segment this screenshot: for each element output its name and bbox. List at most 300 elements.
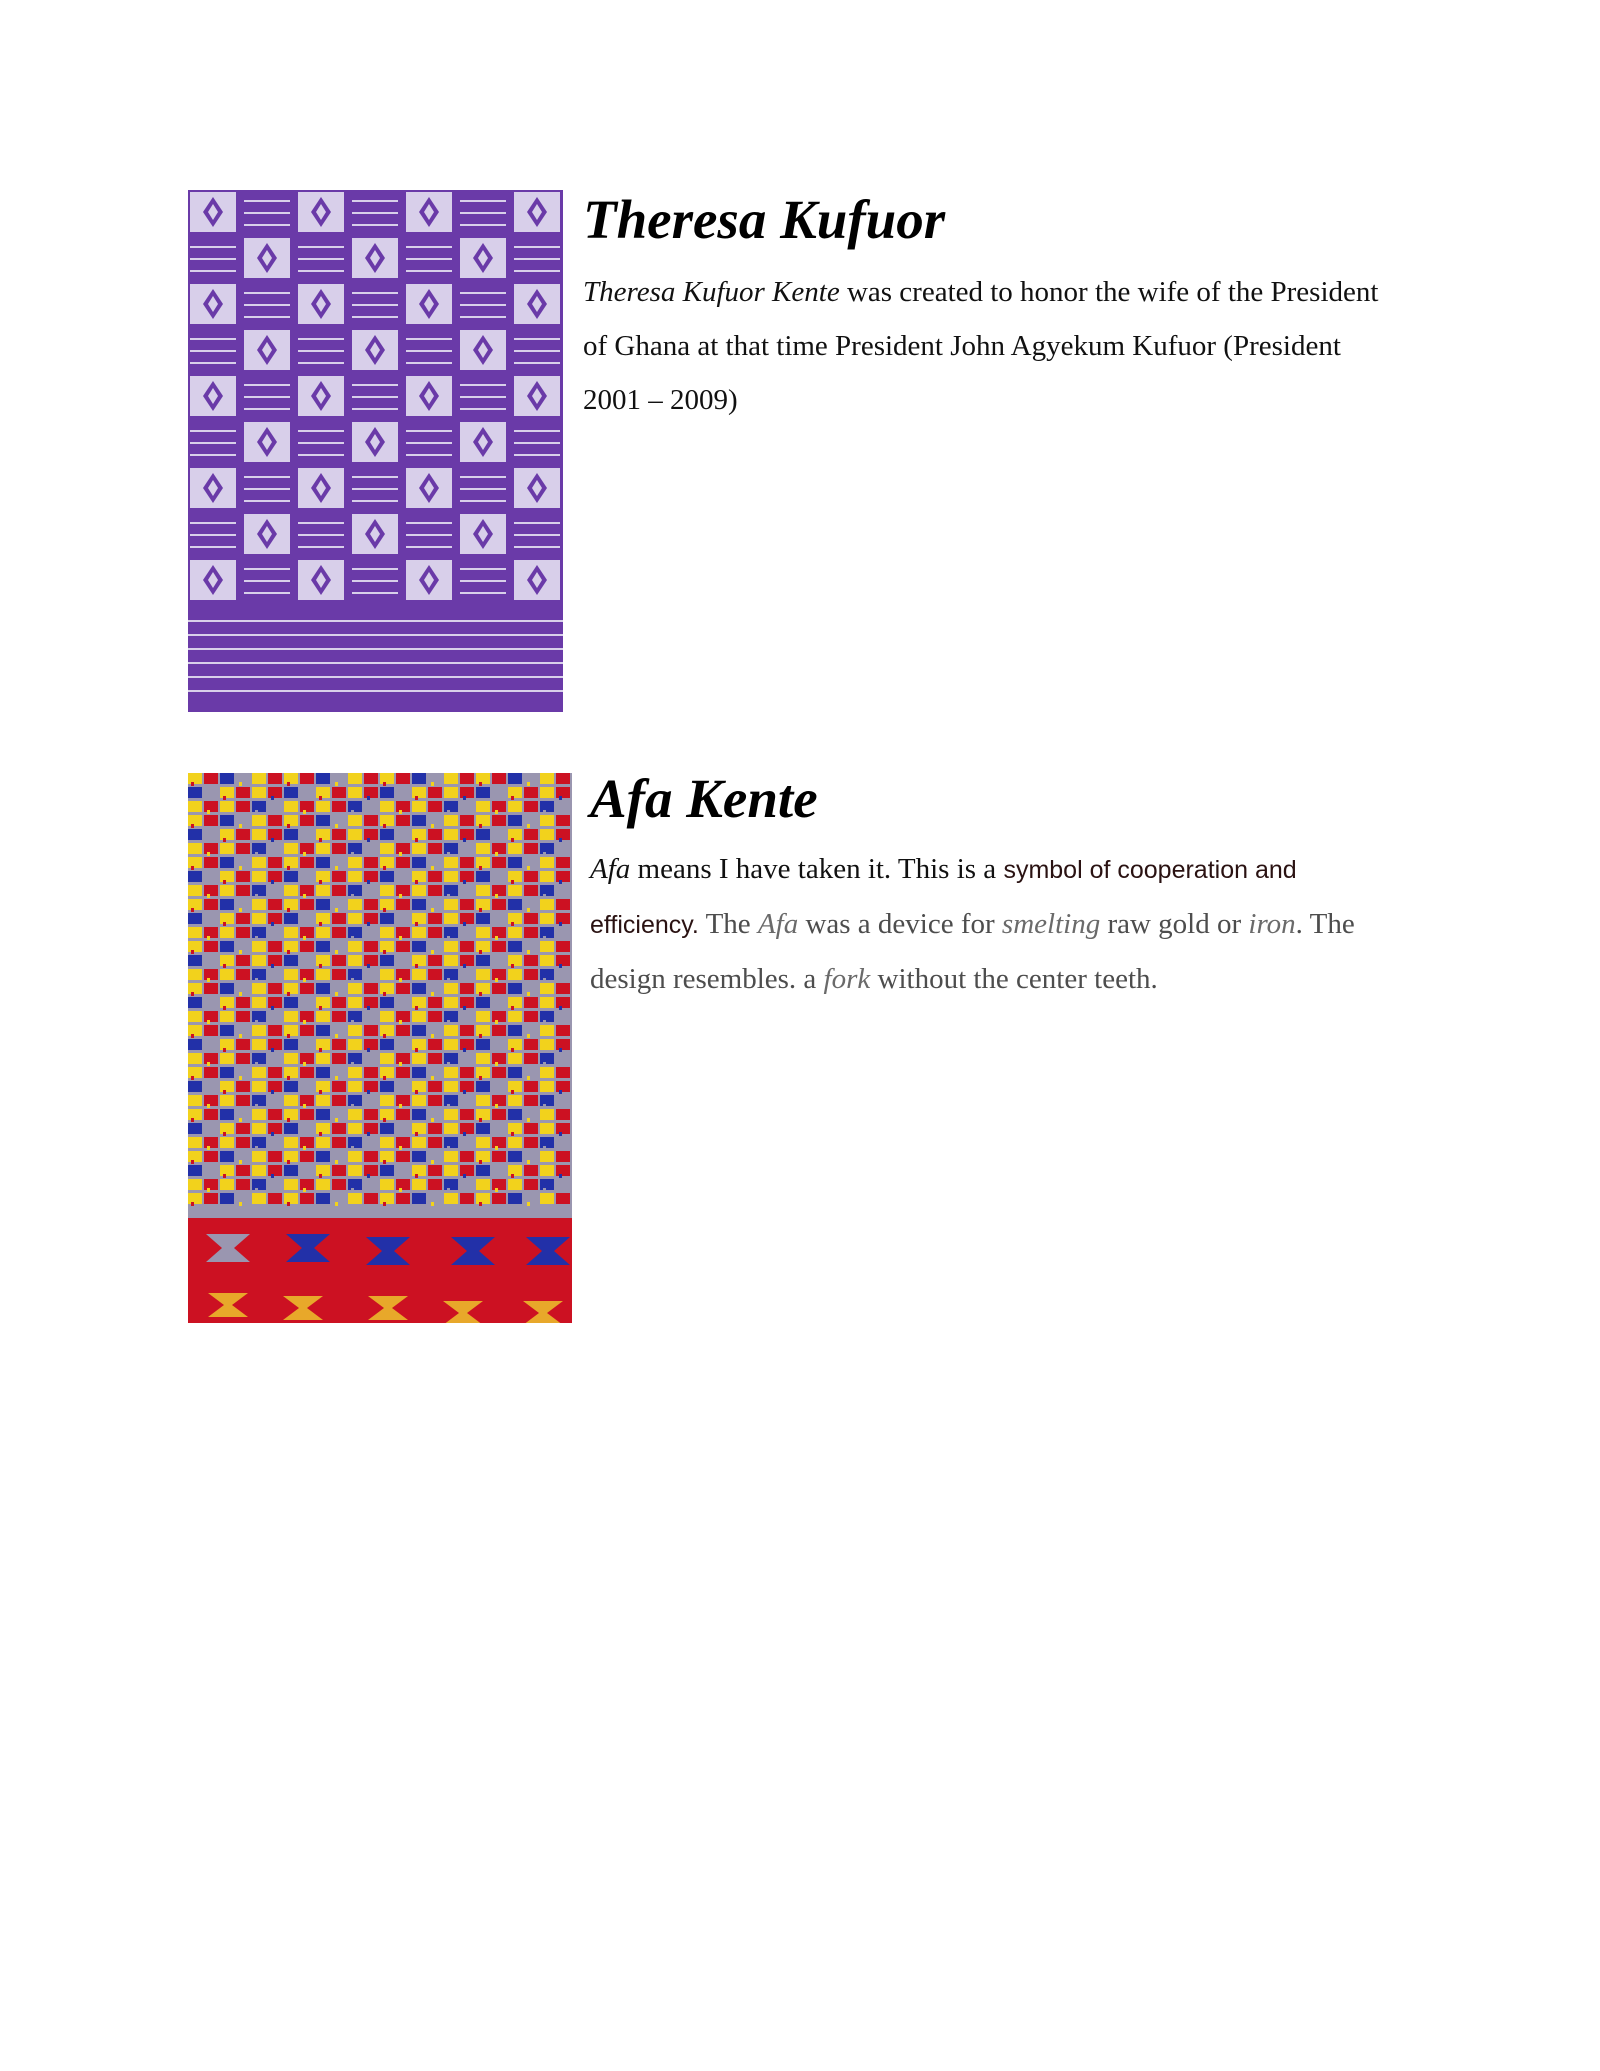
woven-block	[268, 829, 282, 840]
woven-block	[428, 1137, 442, 1148]
woven-block	[396, 913, 410, 924]
woven-block	[540, 899, 554, 910]
fork-tooth	[319, 1174, 322, 1178]
woven-block	[364, 1165, 378, 1176]
woven-block	[412, 829, 426, 840]
fork-tooth	[399, 1146, 402, 1150]
woven-block	[252, 913, 266, 924]
fork-tooth	[511, 880, 514, 884]
woven-block	[428, 1053, 442, 1064]
weft-stripe	[514, 350, 560, 352]
woven-block	[476, 983, 490, 994]
woven-block	[220, 1011, 234, 1022]
fork-tooth	[255, 1146, 258, 1150]
woven-block	[412, 913, 426, 924]
weft-stripe	[406, 430, 452, 432]
fork-tooth	[511, 1048, 514, 1052]
woven-block	[476, 1123, 490, 1134]
weft-stripe	[244, 500, 290, 502]
fork-tooth	[399, 1104, 402, 1108]
fork-tooth	[527, 782, 530, 786]
woven-block	[268, 1123, 282, 1134]
woven-block	[300, 843, 314, 854]
woven-block	[460, 1039, 474, 1050]
woven-block	[364, 773, 378, 784]
woven-block	[556, 885, 570, 896]
afa-em: Afa	[590, 853, 631, 885]
woven-block	[188, 815, 202, 826]
woven-block	[236, 1137, 250, 1148]
woven-block	[300, 997, 314, 1008]
woven-block	[428, 1109, 442, 1120]
woven-block	[252, 815, 266, 826]
woven-block	[540, 871, 554, 882]
fork-tooth	[239, 1034, 242, 1038]
woven-block	[220, 871, 234, 882]
woven-block	[284, 899, 298, 910]
woven-block	[492, 857, 506, 868]
woven-block	[220, 773, 234, 784]
woven-block	[428, 927, 442, 938]
woven-block	[396, 1193, 410, 1204]
woven-block	[556, 1193, 570, 1204]
woven-block	[444, 1137, 458, 1148]
theresa-kufuor-title: Theresa Kufuor	[583, 189, 946, 250]
border-stripe	[188, 676, 563, 678]
weft-stripe	[190, 522, 236, 524]
woven-block	[476, 913, 490, 924]
woven-block	[380, 1053, 394, 1064]
woven-block	[204, 829, 218, 840]
woven-block	[444, 913, 458, 924]
woven-block	[492, 1095, 506, 1106]
woven-block	[300, 1109, 314, 1120]
woven-block	[284, 1137, 298, 1148]
weft-stripe	[460, 212, 506, 214]
woven-block	[364, 871, 378, 882]
woven-block	[284, 1039, 298, 1050]
fork-tooth	[543, 1062, 546, 1066]
woven-block	[364, 829, 378, 840]
woven-block	[284, 829, 298, 840]
woven-block	[316, 969, 330, 980]
woven-block	[332, 927, 346, 938]
fork-tooth	[239, 1160, 242, 1164]
woven-block	[268, 997, 282, 1008]
woven-block	[316, 843, 330, 854]
woven-block	[204, 997, 218, 1008]
woven-block	[380, 801, 394, 812]
fork-tooth	[399, 810, 402, 814]
woven-block	[460, 1193, 474, 1204]
woven-block	[460, 1151, 474, 1162]
fork-tooth	[255, 894, 258, 898]
woven-block	[508, 1067, 522, 1078]
woven-block	[556, 801, 570, 812]
woven-block	[460, 885, 474, 896]
weft-stripe	[460, 304, 506, 306]
woven-block	[460, 997, 474, 1008]
woven-block	[396, 815, 410, 826]
woven-block	[396, 955, 410, 966]
fork-tooth	[527, 824, 530, 828]
fork-tooth	[431, 866, 434, 870]
woven-block	[316, 1081, 330, 1092]
fork-tooth	[271, 838, 274, 842]
woven-block	[300, 885, 314, 896]
woven-block	[556, 969, 570, 980]
weft-stripe	[514, 270, 560, 272]
weft-stripe	[352, 408, 398, 410]
woven-block	[348, 787, 362, 798]
woven-block	[236, 1179, 250, 1190]
woven-block	[188, 955, 202, 966]
afa-kente-description: Afa means I have taken it. This is a symbol of cooperation and efficiency. The Afa was a device for smelting raw gold or iron. The design resembles. a fork without the center teeth.	[590, 853, 1355, 995]
fork-tooth	[191, 1202, 194, 1206]
weft-stripe	[298, 270, 344, 272]
woven-block	[268, 927, 282, 938]
woven-block	[236, 1053, 250, 1064]
woven-block	[444, 1095, 458, 1106]
woven-block	[236, 1165, 250, 1176]
woven-block	[492, 829, 506, 840]
woven-block	[284, 1151, 298, 1162]
fork-tooth	[447, 894, 450, 898]
fork-tooth	[479, 1034, 482, 1038]
woven-block	[380, 1179, 394, 1190]
woven-block	[252, 1011, 266, 1022]
woven-block	[268, 941, 282, 952]
woven-block	[476, 1179, 490, 1190]
woven-block	[508, 871, 522, 882]
woven-block	[556, 1053, 570, 1064]
woven-block	[412, 927, 426, 938]
woven-block	[284, 913, 298, 924]
fork-tooth	[479, 1076, 482, 1080]
woven-block	[460, 969, 474, 980]
woven-block	[508, 801, 522, 812]
fork-tooth	[239, 908, 242, 912]
woven-block	[188, 871, 202, 882]
woven-block	[252, 955, 266, 966]
woven-block	[332, 1123, 346, 1134]
woven-block	[556, 1067, 570, 1078]
woven-block	[348, 1011, 362, 1022]
woven-block	[220, 829, 234, 840]
fork-tooth	[271, 964, 274, 968]
woven-block	[316, 1039, 330, 1050]
woven-block	[524, 1165, 538, 1176]
fork-tooth	[191, 824, 194, 828]
woven-block	[492, 1011, 506, 1022]
fork-tooth	[223, 1090, 226, 1094]
weft-stripe	[460, 384, 506, 386]
woven-block	[540, 1053, 554, 1064]
fork-tooth	[527, 1076, 530, 1080]
woven-block	[428, 969, 442, 980]
woven-block	[460, 899, 474, 910]
woven-block	[524, 955, 538, 966]
woven-block	[556, 955, 570, 966]
woven-block	[428, 955, 442, 966]
woven-block	[444, 941, 458, 952]
weft-stripe	[406, 246, 452, 248]
woven-block	[316, 1137, 330, 1148]
woven-block	[316, 1193, 330, 1204]
woven-block	[268, 801, 282, 812]
fork-tooth	[383, 782, 386, 786]
woven-block	[316, 1109, 330, 1120]
woven-block	[236, 773, 250, 784]
woven-block	[508, 829, 522, 840]
woven-block	[300, 1039, 314, 1050]
woven-block	[332, 787, 346, 798]
fork-tooth	[559, 796, 562, 800]
woven-block	[540, 857, 554, 868]
fork-tooth	[287, 1118, 290, 1122]
fork-tooth	[415, 796, 418, 800]
fork-tooth	[367, 1090, 370, 1094]
weft-stripe	[352, 396, 398, 398]
woven-block	[220, 815, 234, 826]
woven-block	[396, 1095, 410, 1106]
woven-block	[556, 815, 570, 826]
woven-block	[524, 1095, 538, 1106]
woven-block	[332, 1067, 346, 1078]
fork-tooth	[223, 796, 226, 800]
woven-block	[268, 787, 282, 798]
fork-tooth	[511, 964, 514, 968]
woven-block	[556, 1081, 570, 1092]
fork-tooth	[447, 1146, 450, 1150]
fork-tooth	[367, 880, 370, 884]
woven-block	[396, 941, 410, 952]
kente-name-em: Theresa Kufuor Kente	[583, 276, 840, 308]
woven-block	[268, 1025, 282, 1036]
woven-block	[412, 1193, 426, 1204]
weft-stripe	[406, 350, 452, 352]
woven-block	[236, 1039, 250, 1050]
weft-stripe	[352, 568, 398, 570]
weft-stripe	[514, 362, 560, 364]
woven-block	[524, 787, 538, 798]
woven-block	[460, 941, 474, 952]
woven-block	[204, 1039, 218, 1050]
woven-block	[540, 1039, 554, 1050]
woven-block	[492, 1123, 506, 1134]
woven-block	[252, 1025, 266, 1036]
woven-block	[460, 857, 474, 868]
fork-tooth	[191, 1076, 194, 1080]
woven-block	[252, 969, 266, 980]
woven-block	[188, 843, 202, 854]
woven-block	[380, 1109, 394, 1120]
woven-block	[428, 913, 442, 924]
woven-block	[428, 1165, 442, 1176]
fork-tooth	[479, 824, 482, 828]
woven-block	[508, 955, 522, 966]
woven-block	[332, 773, 346, 784]
woven-block	[220, 1151, 234, 1162]
woven-block	[220, 801, 234, 812]
weft-stripe	[190, 430, 236, 432]
fork-tooth	[415, 964, 418, 968]
fork-tooth	[431, 992, 434, 996]
fork-tooth	[543, 852, 546, 856]
woven-block	[492, 843, 506, 854]
woven-block	[220, 1137, 234, 1148]
weft-stripe	[244, 396, 290, 398]
woven-block	[412, 899, 426, 910]
woven-block	[300, 1151, 314, 1162]
woven-block	[444, 899, 458, 910]
woven-block	[204, 1123, 218, 1134]
fork-tooth	[303, 1188, 306, 1192]
fork-tooth	[495, 894, 498, 898]
woven-block	[492, 1137, 506, 1148]
woven-block	[460, 1025, 474, 1036]
woven-block	[412, 1011, 426, 1022]
weft-stripe	[352, 500, 398, 502]
woven-block	[412, 1123, 426, 1134]
woven-block	[268, 885, 282, 896]
woven-block	[396, 801, 410, 812]
woven-block	[460, 1179, 474, 1190]
fork-tooth	[511, 1132, 514, 1136]
weft-stripe	[352, 224, 398, 226]
woven-block	[412, 801, 426, 812]
woven-block	[188, 1081, 202, 1092]
woven-block	[492, 871, 506, 882]
woven-block	[556, 1025, 570, 1036]
woven-block	[316, 1067, 330, 1078]
woven-block	[444, 1151, 458, 1162]
woven-block	[540, 941, 554, 952]
woven-block	[332, 1193, 346, 1204]
fork-tooth	[271, 1006, 274, 1010]
woven-block	[204, 955, 218, 966]
weft-stripe	[190, 454, 236, 456]
fork-tooth	[239, 782, 242, 786]
woven-block	[268, 1053, 282, 1064]
woven-block	[428, 1039, 442, 1050]
woven-block	[492, 913, 506, 924]
woven-block	[492, 1067, 506, 1078]
woven-block	[396, 983, 410, 994]
woven-block	[300, 1011, 314, 1022]
woven-block	[364, 1039, 378, 1050]
woven-block	[252, 787, 266, 798]
woven-block	[364, 899, 378, 910]
woven-block	[348, 1095, 362, 1106]
fork-tooth	[367, 1048, 370, 1052]
fork-tooth	[255, 1188, 258, 1192]
woven-block	[364, 885, 378, 896]
fork-tooth	[223, 838, 226, 842]
fork-tooth	[287, 1160, 290, 1164]
woven-block	[188, 1151, 202, 1162]
woven-block	[428, 871, 442, 882]
woven-block	[252, 1193, 266, 1204]
woven-block	[284, 1095, 298, 1106]
weft-stripe	[352, 580, 398, 582]
fork-tooth	[287, 866, 290, 870]
woven-block	[364, 1151, 378, 1162]
weft-stripe	[460, 224, 506, 226]
woven-block	[364, 1109, 378, 1120]
fork-tooth	[239, 1118, 242, 1122]
woven-block	[412, 1179, 426, 1190]
woven-block	[412, 773, 426, 784]
woven-block	[444, 927, 458, 938]
woven-block	[444, 1011, 458, 1022]
fork-tooth	[367, 1006, 370, 1010]
woven-block	[524, 857, 538, 868]
fork-tooth	[303, 978, 306, 982]
woven-block	[300, 899, 314, 910]
woven-block	[492, 1109, 506, 1120]
afa-kente-title: Afa Kente	[590, 768, 818, 829]
weft-stripe	[298, 522, 344, 524]
woven-block	[348, 1165, 362, 1176]
fork-tooth	[367, 1174, 370, 1178]
woven-block	[300, 969, 314, 980]
woven-block	[284, 787, 298, 798]
woven-block	[412, 983, 426, 994]
woven-block	[412, 1151, 426, 1162]
weft-stripe	[514, 430, 560, 432]
woven-block	[540, 1025, 554, 1036]
fork-tooth	[415, 1006, 418, 1010]
fork-tooth	[191, 782, 194, 786]
woven-block	[300, 1193, 314, 1204]
woven-block	[252, 983, 266, 994]
woven-block	[476, 1025, 490, 1036]
woven-block	[252, 1081, 266, 1092]
woven-block	[444, 773, 458, 784]
fork-tooth	[479, 866, 482, 870]
woven-block	[316, 829, 330, 840]
woven-block	[380, 829, 394, 840]
fork-tooth	[511, 1174, 514, 1178]
woven-block	[300, 1053, 314, 1064]
fork-tooth	[223, 880, 226, 884]
weft-stripe	[244, 568, 290, 570]
woven-block	[556, 829, 570, 840]
woven-block	[236, 1193, 250, 1204]
woven-block	[268, 1179, 282, 1190]
fork-tooth	[367, 922, 370, 926]
fork-tooth	[207, 1020, 210, 1024]
woven-block	[332, 1095, 346, 1106]
woven-block	[252, 1109, 266, 1120]
woven-block	[220, 983, 234, 994]
symbol-phrase: symbol of cooperation and efficiency.	[590, 856, 1297, 939]
weft-stripe	[244, 580, 290, 582]
woven-block	[412, 1025, 426, 1036]
fork-tooth	[559, 880, 562, 884]
woven-block	[524, 1123, 538, 1134]
woven-block	[492, 787, 506, 798]
woven-block	[444, 885, 458, 896]
fork-tooth	[319, 796, 322, 800]
woven-block	[204, 941, 218, 952]
fork-tooth	[319, 838, 322, 842]
woven-block	[396, 787, 410, 798]
woven-block	[428, 843, 442, 854]
fork-tooth	[351, 1062, 354, 1066]
woven-block	[412, 1095, 426, 1106]
